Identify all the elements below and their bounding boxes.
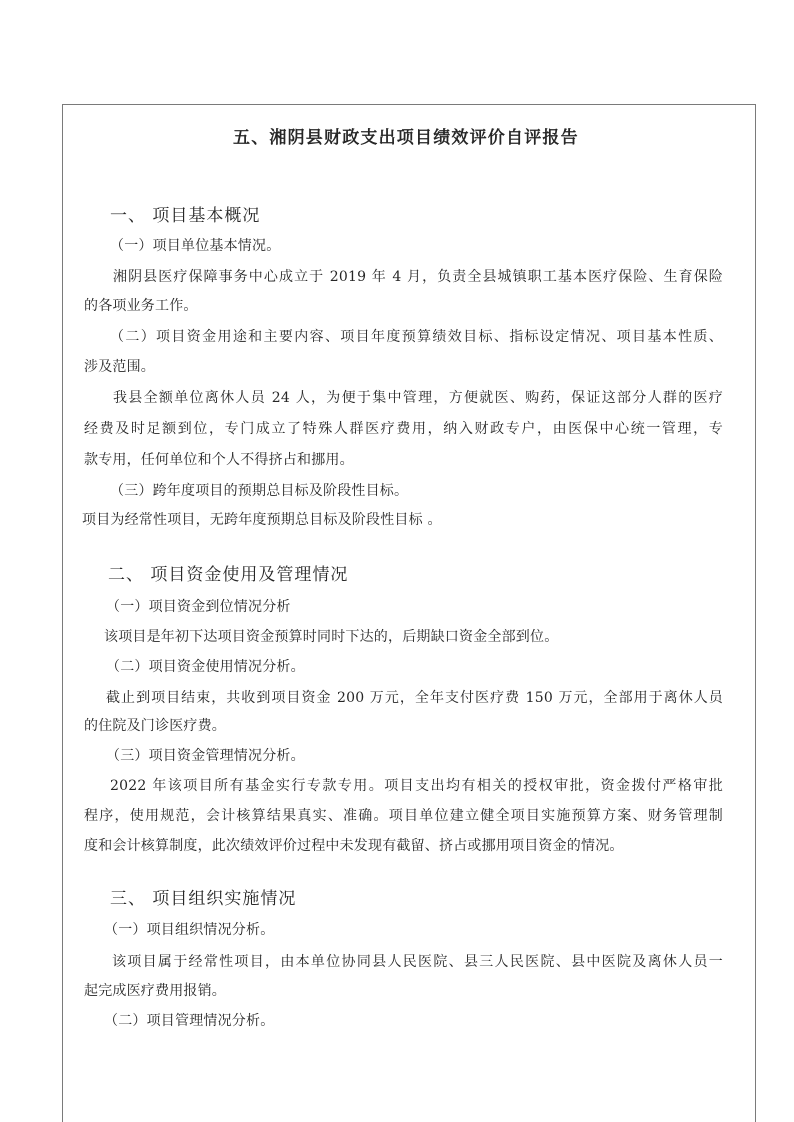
subsection-heading: （二）项目资金使用情况分析。 — [106, 659, 305, 675]
paragraph-line: 项目为经常性项目，无跨年度预期总目标及阶段性目标 。 — [82, 512, 442, 528]
paragraph-line: 经费及时足额到位，专门成立了特殊人群医疗费用，纳入财政专户，由医保中心统一管理，专 — [84, 421, 723, 437]
subsection-heading: （一）项目资金到位情况分析 — [106, 599, 291, 615]
paragraph-line: 该项目属于经常性项目，由本单位协同县人民医院、县三人民医院、县中医院及离休人员一 — [112, 954, 723, 970]
subsection-heading: （一）项目组织情况分析。 — [104, 922, 275, 938]
section-heading: 三、 项目组织实施情况 — [110, 889, 297, 909]
subsection-heading: （三）项目资金管理情况分析。 — [106, 748, 305, 764]
page-title: 五、湘阴县财政支出项目绩效评价自评报告 — [233, 128, 579, 148]
paragraph-line: 2022 年该项目所有基金实行专款专用。项目支出均有相关的授权审批，资金拨付严格审批 — [110, 778, 723, 794]
paragraph-line: 该项目是年初下达项目资金预算时同时下达的，后期缺口资金全部到位。 — [104, 629, 559, 645]
subsection-heading: （二）项目管理情况分析。 — [104, 1013, 275, 1029]
section-heading: 一、 项目基本概况 — [110, 206, 261, 226]
paragraph-line: 截止到项目结束，共收到项目资金 200 万元，全年支付医疗费 150 万元，全部用于离休人员 — [106, 690, 723, 706]
subsection-heading: （一）项目单位基本情况。 — [110, 238, 281, 254]
subsection-heading: （三）跨年度项目的预期总目标及阶段性目标。 — [110, 483, 409, 499]
paragraph-line: 我县全额单位离休人员 24 人，为便于集中管理，方便就医、购药，保证这部分人群的医疗 — [113, 390, 723, 406]
paragraph-line: 程序，使用规范，会计核算结果真实、准确。项目单位建立健全项目实施预算方案、财务管理制 — [84, 808, 723, 824]
subsection-heading: （二）项目资金用途和主要内容、项目年度预算绩效目标、指标设定情况、项目基本性质、 — [110, 329, 723, 345]
section-heading: 二、 项目资金使用及管理情况 — [108, 565, 349, 585]
paragraph-line: 湘阴县医疗保障事务中心成立于 2019 年 4 月，负责全县城镇职工基本医疗保险、生育保险 — [113, 269, 723, 285]
paragraph-line: 的各项业务工作。 — [84, 298, 198, 314]
paragraph-line: 款专用，任何单位和个人不得挤占和挪用。 — [84, 452, 354, 468]
paragraph-line: 的住院及门诊医疗费。 — [84, 718, 226, 734]
paragraph-line: 度和会计核算制度，此次绩效评价过程中未发现有截留、挤占或挪用项目资金的情况。 — [84, 838, 624, 854]
paragraph-line: 起完成医疗费用报销。 — [84, 983, 226, 999]
subsection-heading: 涉及范围。 — [84, 359, 155, 375]
